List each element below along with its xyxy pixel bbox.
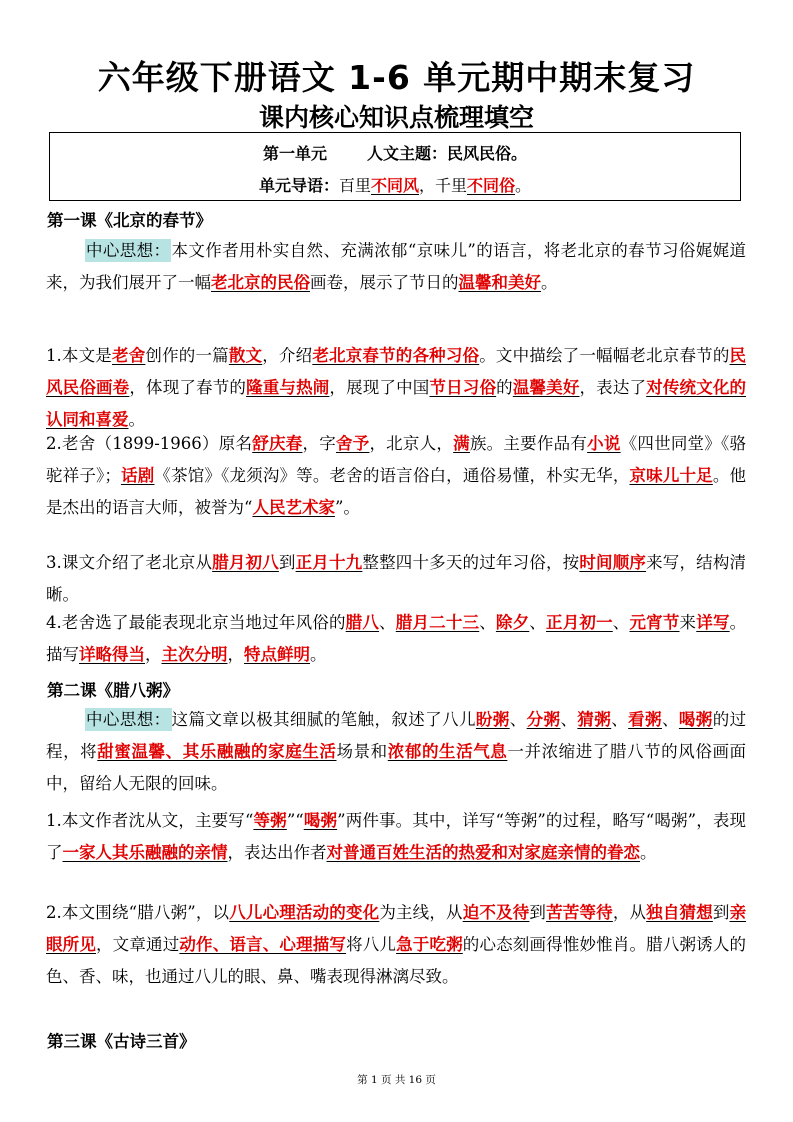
paragraph-text: 本文作者用朴实自然、充满浓郁“京味儿”的语言，将老北京的春节习俗娓娓道来，为我们展开了一幅 [46,241,747,292]
answer-blank: 猜粥 [577,710,612,729]
answer-blank: 独自猜想 [646,903,713,922]
unit-intro-box [49,132,741,201]
central-idea-paragraph [46,235,746,299]
answer-blank: 等粥 [253,811,287,830]
answer-blank: 喝粥 [678,710,713,729]
paragraph-text: 。他是杰出的语言大师，被誉为“ [46,466,747,517]
question-paragraph [46,547,746,611]
answer-blank: 分粥 [526,710,561,729]
paragraph-text: 。 [128,410,145,429]
answer-blank: 正月初一 [546,613,613,632]
unit-theme: 人文主题：民风民俗。 [367,144,528,163]
answer-blank: 一家人其乐融融的亲情 [62,843,228,862]
paragraph-text: 、 [379,613,396,632]
paragraph-text: ， [227,645,244,664]
answer-blank: 对传统文化的认同和喜爱 [46,378,747,429]
paragraph-text: ，字 [302,434,336,453]
paragraph-text: ，从 [612,903,647,922]
paragraph-text: 到 [529,903,547,922]
paragraph-text: 。 [541,273,558,292]
paragraph-text: 来 [679,613,697,632]
answer-blank: 时间顺序 [579,553,647,572]
answer-blank: 节日习俗 [429,378,497,397]
paragraph-text: 来写，结构清晰。 [46,553,747,604]
paragraph-text: 将八儿 [346,935,397,954]
answer-blank: 动作、语言、心理描写 [179,935,347,954]
paragraph-text: 、 [560,710,578,729]
answer-blank: 喝粥 [303,811,338,830]
answer-blank: 除夕 [495,613,530,632]
answer-blank: 特点鲜明 [244,645,310,664]
paragraph-text: 、 [611,710,629,729]
answer-blank: 元宵节 [629,613,680,632]
paragraph-text: 一并浓缩进了腊八节的风俗画面中，留给人无限的回味。 [46,742,747,793]
paragraph-text: 《四世同堂》《骆驼祥子》； [46,434,747,485]
answer-blank: 腊八 [345,613,380,632]
paragraph-text: ，介绍 [262,346,313,365]
answer-blank: 舍予 [335,434,370,453]
question-paragraph [46,805,746,869]
paragraph-text: 这篇文章以极其细腻的笔触，叙述了八儿 [171,710,476,729]
answer-blank: 舒庆春 [252,434,303,453]
document-subtitle: 课内核心知识点梳理填空 [258,103,534,132]
answer-blank: 话剧 [120,466,155,485]
paragraph-text: 《茶馆》《龙须沟》等。老舍的语言俗白，通俗易懂，朴实无华， [154,466,630,485]
paragraph-text: ”。 [334,498,360,517]
paragraph-text: 。 [640,843,657,862]
guide-text: ，千里 [419,176,468,195]
question-paragraph [46,897,746,993]
paragraph-text: 画卷，展示了节日的 [310,273,459,292]
central-idea-paragraph [46,704,746,800]
paragraph-text: 、 [612,613,630,632]
paragraph-text: ”两件事。其中，详写“等粥”的过程，略写“喝粥”，表现了 [46,811,747,862]
answer-blank: 温馨美好 [512,378,580,397]
answer-blank: 老北京春节的各种习俗 [312,346,480,365]
answer-blank: 京味儿十足 [629,466,713,485]
lesson-heading: 第一课《北京的春节》 [47,211,212,230]
answer-blank: 盼粥 [475,710,510,729]
paragraph-text: 。 [310,645,327,664]
paragraph-text: ，文章通过 [96,935,180,954]
paragraph-text: 的心态刻画得惟妙惟肖。腊八粥诱人的色、香、味，也通过八儿的眼、鼻、嘴表现得淋漓尽致。 [46,935,747,986]
paragraph-text: 为主线，从 [379,903,463,922]
answer-blank: 腊月二十三 [395,613,480,632]
answer-blank: 详略得当 [79,645,145,664]
paragraph-text: ，北京人， [369,434,454,453]
answer-blank: 满 [453,434,470,453]
paragraph-text: 、 [529,613,546,632]
paragraph-text: 整整四十多天的过年习俗，按 [362,553,580,572]
page-footer: 第 1 页 共 16 页 [357,1074,436,1086]
question-paragraph [46,607,746,671]
answer-blank: 甜蜜温馨、其乐融融的家庭生活 [97,742,337,761]
answer-blank: 八儿心理活动的变化 [229,903,380,922]
answer-blank: 亲眼所见 [46,903,747,954]
paragraph-text: 场景和 [336,742,388,761]
question-paragraph [46,428,746,524]
unit-name: 第一单元 [262,144,327,163]
lesson-heading: 第三课《古诗三首》 [47,1032,196,1051]
answer-blank: 苦苦等待 [546,903,613,922]
central-idea-label: 中心思想： [86,241,171,260]
paragraph-text: ，表达出作者 [227,843,327,862]
answer-blank: 看粥 [628,710,662,729]
paragraph-text: ，体现了春节的 [129,378,247,397]
paragraph-text: 1.本文是 [46,346,112,365]
paragraph-text: 、 [509,710,527,729]
answer-blank: 小说 [587,434,621,453]
paragraph-text: 的过程，将 [46,710,747,761]
paragraph-text: 、 [479,613,496,632]
paragraph-text: 到 [278,553,296,572]
paragraph-text: 创作的一篇 [145,346,229,365]
paragraph-text: ，表达了 [579,378,647,397]
lesson-heading: 第二课《腊八粥》 [47,681,179,700]
answer-blank: 急于吃粥 [396,935,463,954]
paragraph-text: 2.老舍（1899-1966）原名 [46,434,253,453]
answer-blank: 主次分明 [161,645,228,664]
paragraph-text: 。描写 [46,613,747,664]
answer-blank: 隆重与热闹 [246,378,330,397]
paragraph-text: ，展现了中国 [329,378,430,397]
answer-blank: 腊月初八 [212,553,279,572]
guide-text: 。 [515,176,532,195]
paragraph-text: 1.本文作者沈从文，主要写“ [46,811,254,830]
answer-blank: 浓郁的生活气息 [387,742,508,761]
guide-text: 百里 [338,176,371,195]
answer-blank: 老舍 [112,346,146,365]
answer-blank: 民风民俗画卷 [46,346,747,397]
paragraph-text: 的 [496,378,513,397]
answer-blank: 对普通百姓生活的热爱和对家庭亲情的眷恋 [326,843,640,862]
unit-guide [50,173,740,196]
paragraph-text: 3.课文介绍了老北京从 [46,553,213,572]
answer-blank: 详写 [696,613,730,632]
document-title: 六年级下册语文 1-6 单元期中期末复习 [97,58,696,97]
answer-blank: 不同俗 [467,176,516,195]
unit-heading [50,141,740,164]
paragraph-text: 4.老舍选了最能表现北京当地过年风俗的 [46,613,346,632]
answer-blank: 老北京的民俗 [211,273,310,292]
paragraph-text: 到 [712,903,730,922]
answer-blank: 不同风 [370,176,419,195]
paragraph-text: ， [145,645,162,664]
central-idea-label: 中心思想： [86,710,171,729]
answer-blank: 迫不及待 [462,903,530,922]
paragraph-text: 族。主要作品有 [469,434,588,453]
paragraph-text: 、 [661,710,679,729]
paragraph-text: ”“ [286,811,304,830]
answer-blank: 温馨和美好 [458,273,541,292]
question-paragraph [46,340,746,436]
paragraph-text: 。文中描绘了一幅幅老北京春节的 [479,346,730,365]
answer-blank: 人民艺术家 [252,498,335,517]
answer-blank: 散文 [228,346,263,365]
unit-guide-label: 单元导语： [258,176,339,195]
answer-blank: 正月十九 [295,553,363,572]
paragraph-text: 2.本文围绕“腊八粥”，以 [46,903,230,922]
